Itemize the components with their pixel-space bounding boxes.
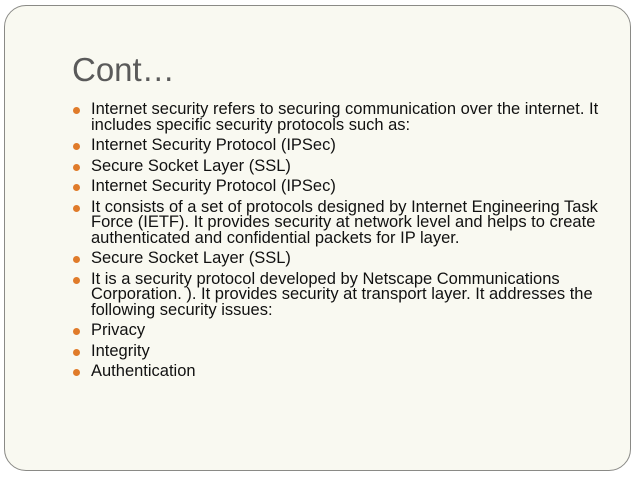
bullet-icon bbox=[73, 349, 80, 356]
bullet-icon bbox=[73, 256, 80, 263]
slide bbox=[4, 5, 631, 471]
bullet-list bbox=[73, 102, 613, 385]
bullet-text: Authentication bbox=[91, 362, 196, 380]
bullet-item bbox=[73, 269, 613, 319]
bullet-icon bbox=[73, 107, 80, 114]
bullet-item bbox=[73, 138, 613, 154]
bullet-icon bbox=[73, 328, 80, 335]
bullet-text: It consists of a set of protocols designed by Internet Engineering Task Force (IETF). It provides security at network level and helps to create authenticated and confidential packets for IP layer. bbox=[91, 197, 598, 247]
bullet-text: Secure Socket Layer (SSL) bbox=[91, 156, 291, 175]
bullet-item bbox=[73, 341, 613, 360]
bullet-icon bbox=[73, 205, 80, 212]
bullet-text: Integrity bbox=[91, 341, 150, 360]
bullet-text: Internet Security Protocol (IPSec) bbox=[91, 136, 336, 154]
bullet-icon bbox=[73, 143, 80, 150]
bullet-item bbox=[73, 197, 613, 247]
bullet-icon bbox=[73, 164, 80, 171]
bullet-text: Secure Socket Layer (SSL) bbox=[91, 249, 291, 267]
bullet-item bbox=[73, 156, 613, 175]
bullet-icon bbox=[73, 184, 80, 191]
bullet-icon bbox=[73, 277, 80, 284]
bullet-item bbox=[73, 179, 613, 195]
bullet-text: It is a security protocol developed by Netscape Communications Corporation. ). It provides security at transport layer. It addresses the following security issues: bbox=[91, 269, 593, 319]
bullet-item bbox=[73, 251, 613, 267]
bullet-item bbox=[73, 102, 613, 133]
bullet-icon bbox=[73, 369, 80, 376]
bullet-text: Internet security refers to securing communication over the internet. It includes specific security protocols such as: bbox=[91, 100, 599, 134]
slide-title: Cont… bbox=[72, 51, 175, 88]
bullet-text: Internet Security Protocol (IPSec) bbox=[91, 177, 336, 195]
bullet-text: Privacy bbox=[91, 321, 146, 339]
bullet-item bbox=[73, 323, 613, 339]
bullet-item bbox=[73, 364, 613, 380]
